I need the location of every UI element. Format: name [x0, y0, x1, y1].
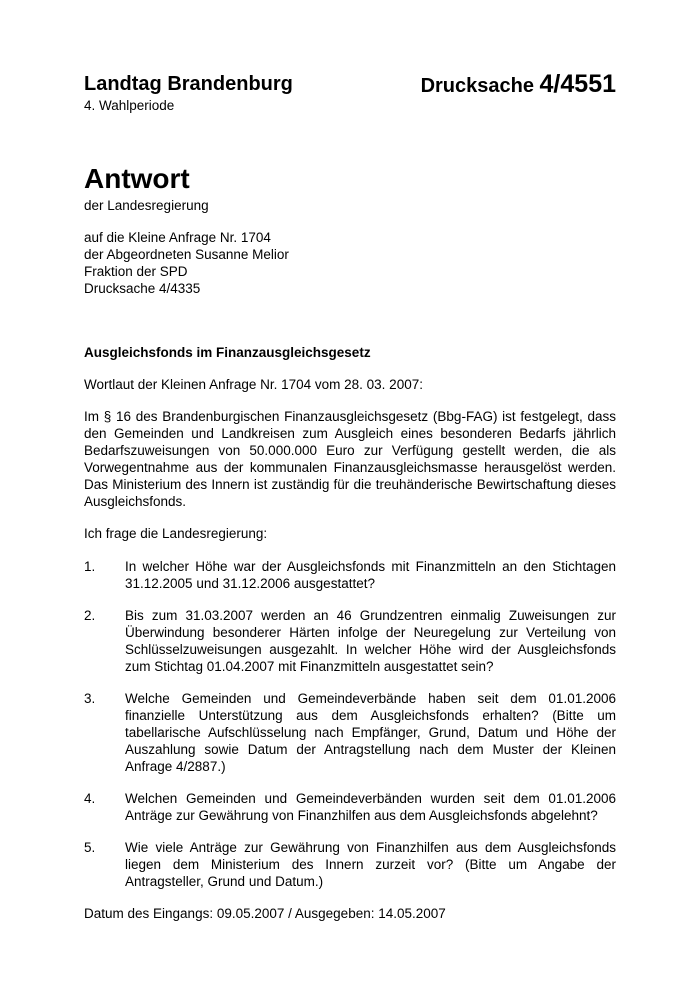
document-subtitle: der Landesregierung: [84, 198, 209, 213]
inquiry-line: auf die Kleine Anfrage Nr. 1704: [84, 230, 271, 245]
question-item: [84, 558, 616, 592]
question-item: [84, 790, 616, 824]
drucksache-heading: [421, 70, 616, 99]
question-text: Welche Gemeinden und Gemeindeverbände haben seit dem 01.01.2006 finanzielle Unterstützung aus dem Ausgleichsfonds erhalten? (Bitte um tabellarische Aufschlüsselung nach Empfänger, Grund, Datum und Höhe der Auszahlung sowie Datum der Antragstellung nach dem Muster der Kleinen Anfrage 4/2887.): [125, 691, 616, 774]
question-item: [84, 607, 616, 675]
question-text: In welcher Höhe war der Ausgleichsfonds mit Finanzmitteln an den Stichtagen 31.12.2005 und 31.12.2006 ausgestattet?: [125, 559, 616, 591]
question-text: Wie viele Anträge zur Gewährung von Finanzhilfen aus dem Ausgleichsfonds liegen dem Ministerium des Innern zurzeit vor? (Bitte um Angabe der Antragsteller, Grund und Datum.): [125, 840, 616, 889]
document-page: [84, 0, 616, 990]
question-number: 2.: [84, 608, 96, 623]
inquiry-line: Drucksache 4/4335: [84, 281, 201, 296]
wording-line: Wortlaut der Kleinen Anfrage Nr. 1704 vom 28. 03. 2007:: [84, 377, 423, 392]
question-number: 4.: [84, 791, 96, 806]
ask-line: Ich frage die Landesregierung:: [84, 526, 268, 541]
subject-heading: Ausgleichsfonds im Finanzausgleichsgesetz: [84, 345, 371, 360]
question-number: 1.: [84, 559, 96, 574]
parliament-name: Landtag Brandenburg: [84, 73, 293, 95]
question-text: Bis zum 31.03.2007 werden an 46 Grundzentren einmalig Zuweisungen zur Überwindung besonderer Härten infolge der Neuregelung zur Verteilung von Schlüsselzuweisungen ausgezahlt. In welcher Höhe wird der Ausgleichsfonds zum Stichtag 01.04.2007 mit Finanzmitteln ausgestattet sein?: [125, 608, 616, 674]
question-number: 3.: [84, 691, 96, 706]
question-item: [84, 839, 616, 890]
intro-paragraph: Im § 16 des Brandenburgischen Finanzausgleichsgesetz (Bbg-FAG) ist festgelegt, dass den Gemeinden und Landkreisen zum Ausgleich eines besonderen Bedarfs jährlich Bedarfszuweisungen von 50.000.000 Euro zur Verfügung gestellt werden, die als Vorwegentnahme aus der kommunalen Finanzausgleichsmasse herausgelöst werden. Das Ministerium des Innern ist zuständig für die treuhänderische Bewirtschaftung dieses Ausgleichsfonds.: [84, 409, 616, 509]
drucksache-label: Drucksache: [420, 75, 540, 97]
document-type-title: Antwort: [84, 163, 190, 194]
question-text: Welchen Gemeinden und Gemeindeverbänden wurden seit dem 01.01.2006 Anträge zur Gewährung von Finanzhilfen aus dem Ausgleichsfonds abgelehnt?: [125, 791, 616, 823]
receipt-footer: Datum des Eingangs: 09.05.2007 / Ausgegeben: 14.05.2007: [84, 906, 446, 921]
drucksache-number: 4/4551: [539, 70, 616, 98]
question-number: 5.: [84, 840, 96, 855]
document-header: [84, 70, 616, 130]
inquiry-line: Fraktion der SPD: [84, 264, 188, 279]
inquiry-reference: [84, 229, 289, 297]
legislative-period: 4. Wahlperiode: [84, 98, 175, 113]
question-item: [84, 690, 616, 775]
inquiry-line: der Abgeordneten Susanne Melior: [84, 247, 289, 262]
